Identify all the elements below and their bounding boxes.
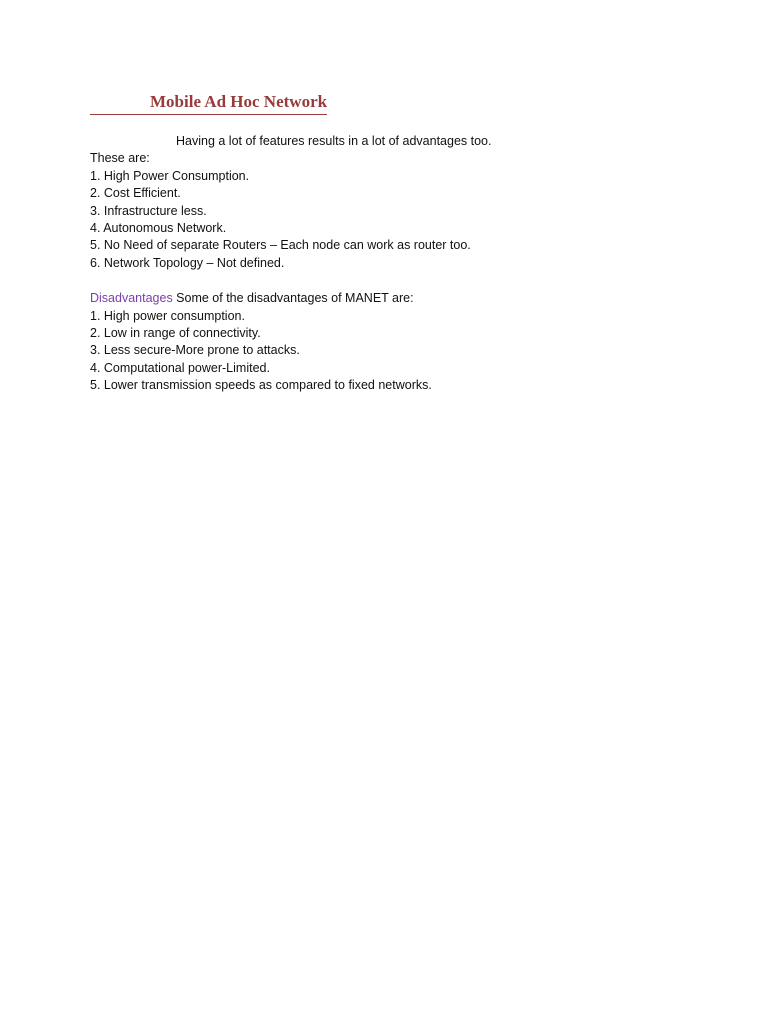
title-underline (90, 92, 327, 115)
document-content (90, 92, 690, 395)
disadvantages-heading (90, 290, 690, 307)
list-item: 1. High Power Consumption. (90, 168, 250, 183)
list-item: 4. Computational power-Limited. (90, 360, 270, 375)
advantages-section (90, 150, 690, 272)
section-gap (90, 272, 690, 290)
list-item: 3. Infrastructure less. (90, 203, 207, 218)
list-item: 1. High power consumption. (90, 308, 245, 323)
advantages-lead: These are: (90, 151, 150, 166)
disadvantages-lead: Some of the disadvantages of MANET are: (172, 291, 414, 306)
disadvantages-label: Disadvantages (90, 291, 173, 306)
disadvantages-section (90, 290, 690, 394)
list-item: 5. No Need of separate Routers – Each node can work as router too. (90, 238, 471, 253)
list-item: 2. Low in range of connectivity. (90, 326, 261, 341)
list-item: 4. Autonomous Network. (90, 221, 227, 236)
list-item: 5. Lower transmission speeds as compared to fixed networks. (90, 378, 432, 393)
page-title: Mobile Ad Hoc Network (150, 92, 328, 111)
intro-paragraph: Having a lot of features results in a lot of advantages too. (176, 134, 492, 148)
list-item: 3. Less secure-More prone to attacks. (90, 343, 300, 358)
list-item: 6. Network Topology – Not defined. (90, 255, 285, 270)
disadvantages-list (90, 308, 690, 395)
list-item: 2. Cost Efficient. (90, 186, 181, 201)
advantages-list (90, 168, 690, 272)
